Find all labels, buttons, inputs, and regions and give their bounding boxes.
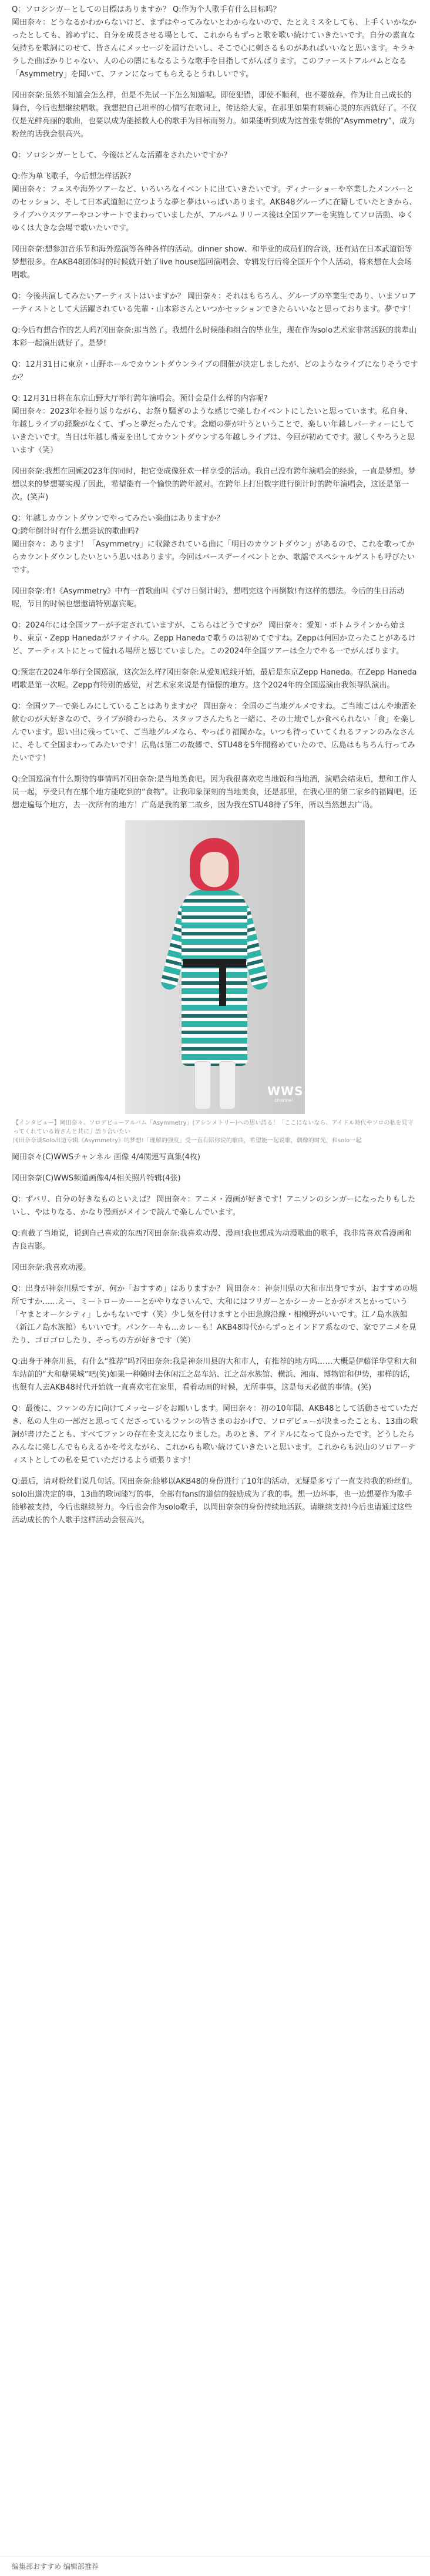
qa-block-6 [12,619,418,658]
artist-photo[interactable] [125,820,305,1114]
question-text: Q：ソロシンガーとして、今後はどんな活躍をされたいですか？ [12,151,231,160]
wws-channel-logo [267,1084,304,1108]
photo-credit-cn [12,1172,418,1185]
question-text: Q：全国ツアーで楽しみにしていることはありますか？ 岡田奈々：全国のご当地グルメですね。ご当地ごはんや地酒を飲むのが大好きなので、ライブが終わったら、スタッフさんたちと一緒に、その土地でしか食べられない「食」を楽しんでいます。思い出に残っていて、ご当地グルメなら、やっぱり福岡かな。いつも待っていてくれるファンのみなさんに、そして全国まわってみたいです！広島は第二の故郷で、STU48を5年間務めていたので、広島はもちろん行ってみたいです！ [12,702,417,763]
editor-recommend-label[interactable]: 编集部おすすめ 编辑部推荐 [12,2562,99,2571]
qa-block-7 [12,700,418,765]
question-translation: Q:跨年倒计时有什么想尝试的歌曲吗? [12,527,139,536]
article-body [12,0,418,1527]
photo-striped-dress [182,890,247,1066]
photo-boot-left [194,1061,211,1109]
question-text: Q：12月31日に東京・山野ホールでカウントダウンライブの開催が決定しましたが、どのようなライブになりそうですか？ [12,360,418,382]
answer-text: 岡田奈々：あります！「Asymmetry」に収録されている曲に「明日のカウントダウン」があるので、これを歌ってからカウントダウンしたいという思いはあります。今回はバースデーイベントとか、歌謡でスペシャルゲストも呼びたいです。 [12,540,415,575]
translation-text: Q:预定在2024年举行全国巡演，这次怎么样?冈田奈奈:从爱知底线开始，最后是东京Zepp Haneda。在Zepp Haneda唱歌是第一次呢。Zepp有特别的感觉，对艺术家来说是有憧憬的地方。这个2024年的全国巡演由我领导队演出。 [12,668,417,690]
qa-block-10 [12,1403,418,1467]
qa-block-8 [12,1193,418,1219]
photo-boot-right [219,1061,236,1109]
photo-credit [12,1151,418,1164]
answer-text: 岡田奈々：どうなるかわからないけど、まずはやってみないとわからないので、たとえミスをしても、上手くいかなかったとしても、諦めずに、自分を成長させる場として、これからもずっと歌を歌い続けていきたいです。自分の素直な気持ちを歌詞にのせて、皆さんにメッセージを届けたいし、そこで心に刺さるものがあればいいなと思います。キラキラした曲ばかりじゃない、人の心の闇にもなるような歌手を目指してがんばります。このファーストアルバムとなる「Asymmetry」を聞いて、ファンになってもらえるとうれしいです。 [12,18,416,79]
translation-block-6 [12,666,418,692]
translation-text: 冈田奈奈:虽然不知道会怎么样，但是不先试一下怎么知道呢。即使犯错，即使不顺利，也不要放弃，作为让自己成长的舞台，今后也想继续唱歌。我想把自己坦率的心情写在歌词上，传达给大家，在那里如果有刺痛心灵的东西就好了。不仅仅是光鲜亮丽的歌曲，也要以成为能拯救人心的歌手为目标而努力。如果能听到成为这首张专辑的“Asymmetry”，成为粉丝的话我会很高兴。 [12,91,417,139]
qa-block-4-cn [12,393,418,457]
translation-text: 冈田奈奈:有!《Asymmetry》中有一首歌曲叫《ずけ日倒计时》，想唱完这个再倒数!有这样的想法。今后的生日活动呢，节目的时候也想邀请特别嘉宾呢。 [12,587,405,609]
question-text: Q：2024年には全国ツアーが予定されていますが、こちらはどうですか？ 岡田奈々：愛知・ボトムラインから始まり、東京・Zepp Hanedaがファイナル。Zepp Hanedaで歌うのは初めてですね。Zeppは何回か立ったことがあるけど、アーティストにとって憧れる場所と感じていました。この2024年全国ツアーは全力でやる一でがんばります。 [12,621,416,656]
qa-block-3 [12,290,418,316]
photo-belt [183,959,246,967]
answer-text: 岡田奈々：2023年を振り返りながら、お祭り騒ぎのような感じで楽しむイベントにしたいと思っています。私自身、年越しライブの経験がなくて、ずっと夢だったんです。念願の夢が叶うということで、楽しい年越しパーティーにしていきたいです。当日は年越し蕎麦を出してカウントダウンする年越しライブは、今回が初めてです。激しくやろうと思います（笑） [12,407,415,455]
translation-block-7 [12,773,418,812]
credit-japanese[interactable]: 岡田奈々(C)WWSチャンネル 画像 4/4関連写真集(4枚) [12,1153,201,1162]
photo-belt-tail [219,965,226,1006]
translation-block-1 [12,89,418,141]
translation-text: Q:直截了当地说，说到自己喜欢的东西?冈田奈奈:我喜欢动漫、漫画!我也想成为动漫歌曲的歌手，我非常喜欢看漫画和吉良吉影。 [12,1229,412,1251]
photo-face [200,852,229,887]
translation-block-3 [12,324,418,350]
photo-caption [12,1119,418,1145]
qa-block-2 [12,149,418,162]
question-text: Q：出身が神奈川県ですが、何か「おすすめ」はありますか？ 岡田奈々：神奈川県の大和市出身ですが、おすすめの場所ですか……えー、ミートローカーーとかやりなさいんで、大和にはフリガーとかシーカーとかがオスとかっていう「ヤまとオーケシティ」しかもないです（笑）少し気を付けますと小田急線沿線・相模野がいいです。江ノ島水族館（新江ノ島水族館）もいいです。パンケーキも...カレーも！AKB48時代からずっとインドア系なので、家でアニメを見たり、ゴロゴロしたり、そっちの方が好きです（笑） [12,1284,418,1345]
credit-chinese[interactable]: 冈田奈奈(C)WWS频道画像4/4相关照片特辑(4张) [12,1174,181,1183]
logo-main-text: WWS [267,1084,304,1098]
caption-japanese: 【インタビュー】岡田奈々、ソロデビューアルバム「Asymmetry」(アシンメトリー)への思い語る！「ここにないなら、アイドル時代やソロの私を見守ってくれている皆さんと共に」語り合いたい [13,1120,414,1135]
qa-block-1 [12,4,418,81]
qa-block-2-cn [12,170,418,235]
question-translation: Q: 12月31日将在东京山野大厅举行跨年演唱会。预计会是什么样的内容呢? [12,394,268,403]
translation-block-10 [12,1475,418,1527]
translation-block-9 [12,1356,418,1394]
footer-bar [0,2556,430,2576]
qa-block-9 [12,1283,418,1347]
translation-text: 冈田奈奈:我想在回顾2023年的同时，把它变成像狂欢一样享受的活动。我自己没有跨年演唱会的经验，一直是梦想。梦想以来的梦想要实现了因此，希望能有一个愉快的跨年派对。在跨年上打出数字进行倒计时的跨年演唱会，这还是第一次。(笑声) [12,467,416,502]
translation-text: Q:最后，请对粉丝们说几句话。冈田奈奈:能够以AKB48的身份进行了10年的活动，无疑是多亏了一直支持我的粉丝们。solo出道决定的事，13曲的歌词能写的事，全部有fans的道信的鼓励成为了我的事。想一边坏事，也一边想要作为歌手能够被支持，今后也继续努力。今后也会作为solo歌手，以岡田奈奈的身份持续地活跃。请继续支持!今后也请通过这些活动成长的个人歌手这样活动会很高兴。 [12,1477,417,1525]
translation-text: Q:今后有想合作的艺人吗?冈田奈奈:那当然了。我想什么时候能和组合的毕业生，现在作为solo艺术家非常活跃的前辈山本彩一起演出就好了。是梦! [12,326,417,348]
translation-block-2 [12,243,418,282]
translation-block-8b [12,1262,418,1274]
translation-text: 冈田奈奈:我喜欢动漫。 [12,1263,91,1272]
translation-text: 冈田奈奈:想参加音乐节和海外巡演等各种各样的活动。dinner show、和毕业的成员们的合谈，还有站在日本武道馆等梦想很多。在AKB48团体时的时候就开始了live house巡回演唱会、专辑发行后将全国开个个人活动，将来想在大会场唱歌。 [12,245,412,280]
qa-block-4 [12,358,418,384]
translation-text: Q:出身于神奈川县，有什么“推荐”吗?冈田奈奈:我是神奈川县的大和市人，有推荐的地方吗……大概是伊藤洋华堂和大和车站前的“大和糖果城”吧(笑)如果一种随时去休闲江之岛车站、江之岛水族馆、横浜、湘南、博物馆和伊势，那样的话，也很有人去AKB48时代开始就一直喜欢宅在家里，看着动画的时候，无所事事，这是每天必做的事情。(笑) [12,1357,417,1392]
question-text: Q：最後に、ファンの方に向けてメッセージをお願いします。岡田奈々：初の10年間、AKB48として活動させていただき、私の人生の一部だと思ってくださっているファンの皆さまのおかげで、ソロデビューが決まったことも、13曲の歌詞が書けたことも、すべてファンの存在を支えになりました。あのとき、アイドルになって良かったです。どうしたらみんなに楽しんでもらえるかを考えながら、これからも歌い続けていきたいと思います。これからも沢山のソロアーティストとしての私を見ていただけるよう頑張ります！ [12,1404,418,1465]
question-text: Q：年越しカウントダウンでやってみたい楽曲はありますか？ [12,514,224,523]
question-translation: Q:作为单飞歌手，今后想怎样活跃? [12,172,132,181]
qa-block-5 [12,512,418,577]
question-text: Q：ずバリ、自分の好きなものといえば？ 岡田奈々：アニメ・漫画が好きです！アニソンのシンガーになったりもしたいし、やはりなる、かなり漫画がメインで読んで楽しんでいます。 [12,1195,416,1217]
translation-text: Q:全国巡演有什么期待的事情吗?冈田奈奈:是当地美食吧。因为我很喜欢吃当地饭和当地酒，演唱会结束后，想和工作人员一起，享受只有在那个地方能吃到的“食物”。让我印象深刻的当地美食，还是那里，在我心里的第二家乡的福岡吧。还想走遍每个地方，去一次所有的地方！广岛是我的第二故乡，因为我在STU48待了5年，所以当然想去广岛。 [12,775,417,810]
question-text: Q：ソロシンガーとしての目標はありますか？ Q:作为个人歌手有什么目标吗？ [12,5,281,14]
caption-chinese: 冈田奈奈谈Solo出道专辑《Asymmetry》的梦想!「理解的强度」受一直有陪你说的歌曲，希望能一起说歌，偶像的时光，和solo一起 [13,1138,362,1144]
article-figure [12,820,418,1145]
translation-block-4 [12,465,418,504]
question-text: Q：今後共演してみたいアーティストはいますか？ 岡田奈々：それはもちろん、グループの卒業生であり、いまソロアーティストとして大活躍されている先輩・山本彩さんといつかセッションできたらいいなと思っております。夢です！ [12,292,416,314]
translation-block-5 [12,585,418,611]
answer-text: 岡田奈々：フェスや海外ツアーなど、いろいろなイベントに出ていきたいです。ディナーショーや卒業したメンバーとのセッション、そして日本武道館に立つような夢と夢はいっぱいあります。AKB48グループに在籍していたときから、ライブハウスツアーやコンサートでまわっていましたが、アルバムリリース後は全国ツアーを実施してソロ活動、ゆくゆくは大きな会場で歌いたいです。 [12,185,417,233]
logo-sub-text: channel [274,1098,293,1103]
translation-block-8 [12,1227,418,1253]
